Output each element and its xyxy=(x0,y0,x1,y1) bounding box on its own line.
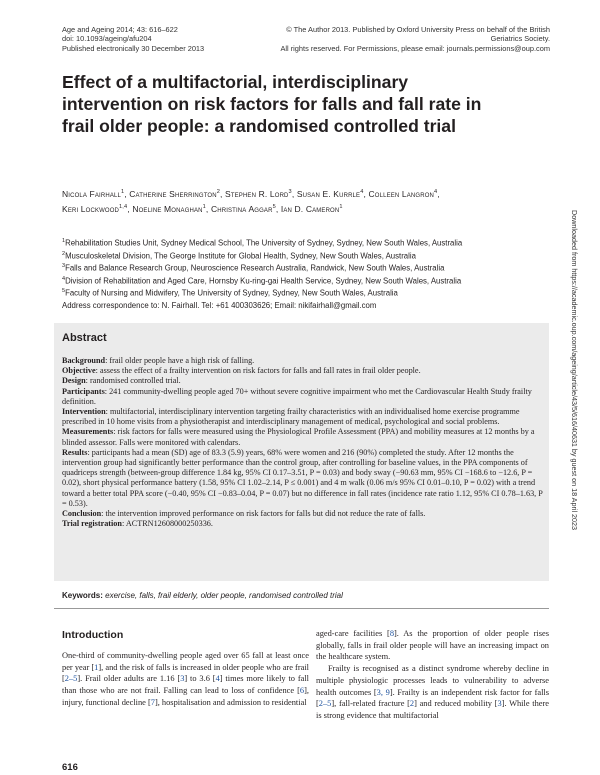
abstract-design: Design: randomised controlled trial. xyxy=(62,376,181,386)
abstract-measurements: Measurements: risk factors for falls were measured using the Physiological Profile Assessment (PPA) and mobility measures at 12 months by a blinded assessor. Falls were monitored with calendars. xyxy=(62,427,535,447)
keywords xyxy=(62,590,546,601)
keywords-label: Keywords: xyxy=(62,591,103,600)
abstract-conclusion: Conclusion: the intervention improved performance on risk factors for falls but did not reduce the rate of falls. xyxy=(62,509,426,519)
abstract-intervention: Intervention: multifactorial, interdisciplinary intervention targeting frailty characteristics with an individualised home exercise programme prescribed in 10 home visits from a physiotherapist and interdisciplinary management of medical, psychological and social problems. xyxy=(62,407,520,427)
abstract-objective: Objective: assess the effect of a frailty intervention on risk factors for falls and fall rates in frail older people. xyxy=(62,366,421,376)
author[interactable]: Stephen R. Lord$^3$ xyxy=(225,188,292,199)
body-column-right xyxy=(316,628,549,722)
introduction-heading: Introduction xyxy=(62,629,124,641)
permissions-line: All rights reserved. For Permissions, please email: journals.permissions@oup.com xyxy=(280,43,550,53)
abstract-participants: Participants: 241 community-dwelling people aged 70+ without severe cognitive impairment who met the Cardiovascular Health Study frailty definition. xyxy=(62,386,532,406)
citation-link[interactable]: 4 xyxy=(215,674,220,684)
correspondence-address: Address correspondence to: N. Fairhall. Tel: +61 400303626; Email: nikifairhall@gmail.com xyxy=(62,301,377,310)
citation-link[interactable]: 2–5 xyxy=(64,674,78,684)
doi-line[interactable]: doi: 10.1093/ageing/afu204 xyxy=(62,34,152,44)
intro-paragraph: One-third of community-dwelling people aged over 65 fall at least once per year [1], and the risk of falls is increased in older people who are frail [2–5]. Frail older adults are 1.16 [3] to 3.6 [4] times more likely to fall than those who are not frail. Falling can lead to loss of confidence [6], injury, functional decline [7], hospitalisation and admission to residential xyxy=(62,651,310,707)
author[interactable]: Catherine Sherrington$^2$ xyxy=(129,188,220,199)
article-title: Effect of a multifactorial, interdisciplinary intervention on risk factors for falls and fall rate in frail older people: a randomised controlled trial xyxy=(62,72,482,136)
download-sidebar xyxy=(566,210,586,755)
author[interactable]: Nicola Fairhall$^1$ xyxy=(62,188,125,199)
published-line: Published electronically 30 December 2013 xyxy=(62,43,205,53)
author[interactable]: Christina Aggar$^5$ xyxy=(210,204,276,215)
citation-link[interactable]: 8 xyxy=(389,629,395,638)
abstract-trial-registration: Trial registration: ACTRN12608000250336. xyxy=(62,519,213,529)
citation-link[interactable]: 2 xyxy=(409,699,415,709)
affiliation-list xyxy=(62,236,554,299)
affiliation: $^1$Rehabilitation Studies Unit, Sydney Medical School, The University of Sydney, Sydney, New South Wales, Australia xyxy=(62,238,463,248)
affiliation: $^3$Falls and Balance Research Group, Neuroscience Research Australia, Randwick, New South Wales, Australia xyxy=(62,263,445,273)
affiliation: $^5$Faculty of Nursing and Midwifery, The University of Sydney, Sydney, New South Wales, Australia xyxy=(62,288,398,298)
download-notice[interactable]: Downloaded from https://academic.oup.com/ageing/article/43/5/616/40631 by guest on 18 April 2023 xyxy=(570,210,579,531)
author[interactable]: Keri Lockwood$^{1,4}$ xyxy=(62,204,128,215)
abstract-results: Results: participants had a mean (SD) age of 83.3 (5.9) years, 68% were women and 216 (90%) completed the study. After 12 months the intervention group had significantly better performance than the control group, after controlling for baseline values, in the PPA components of quadriceps strength (between-group difference 1.84 kg, 95% CI 0.17–3.51, P = 0.03) and body sway (−90.63 mm, 95% CI −168.6 to −12.6, P = 0.02), short physical performance battery (1.58, 95% CI 1.02–2.14, P ≤ 0.001) and 4 m walk (0.06 m/s 95% CI 0.01–0.10, P = 0.02) with a trend toward a better total PPA score (−0.40, 95% CI −0.83–0.04, P = 0.07) but no difference in fall rates (incidence rate ratio 1.12, 95% CI 0.78–1.63, P = 0.53). xyxy=(62,447,543,508)
citation-link[interactable]: 1 xyxy=(94,662,99,672)
affiliation: $^2$Musculoskeletal Division, The George Institute for Global Health, Sydney, New South Wales, Australia xyxy=(62,250,416,261)
abstract-body xyxy=(62,356,546,529)
citation-link[interactable]: 3 xyxy=(180,674,185,684)
keywords-list: exercise, falls, frail elderly, older people, randomised controlled trial xyxy=(105,591,343,600)
citation-link[interactable]: 3, 9 xyxy=(376,687,390,697)
keywords-divider xyxy=(54,608,549,609)
citation-link[interactable]: 6 xyxy=(299,686,305,696)
author[interactable]: Ian D. Cameron$^1$ xyxy=(280,204,343,215)
body-column-left xyxy=(62,650,309,709)
abstract-heading: Abstract xyxy=(62,332,107,344)
intro-paragraph: Frailty is recognised as a distinct syndrome whereby decline in multiple physiologic processes leads to vulnerability to adverse health outcomes [3, 9]. Frailty is an independent risk factor for falls [2–5], fall-related fracture [2] and reduced mobility [3]. While there is strong evidence that multifactorial xyxy=(316,664,549,720)
citation-link[interactable]: 3 xyxy=(497,699,502,709)
intro-paragraph: aged-care facilities [8]. As the proportion of older people rises globally, falls in frail older people will have an increasing impact on the healthcare system. xyxy=(316,629,549,662)
page-number: 616 xyxy=(62,762,78,773)
affiliation: $^4$Division of Rehabilitation and Aged Care, Hornsby Ku-ring-gai Health Service, Sydney, New South Wales, Australia xyxy=(62,275,462,286)
author-list: Nicola Fairhall$^1$, Catherine Sherrington$^2$, Stephen R. Lord$^3$, Susan E. Kurrle$^4$, Colleen Langron$^4$, Keri Lockwood$^{1,4}$, Noeline Monaghan$^1$, Christina Aggar$^5$, Ian D. Cameron$^1$ xyxy=(62,188,440,215)
copyright-line: © The Author 2013. Published by Oxford University Press on behalf of the British Geriatrics Society. xyxy=(286,25,550,44)
abstract-background: Background: frail older people have a high risk of falling. xyxy=(62,356,255,365)
citation-link[interactable]: 7 xyxy=(150,697,155,707)
copyright-notice xyxy=(278,25,550,53)
citation-link[interactable]: 2–5 xyxy=(318,699,332,709)
journal-citation-line: Age and Ageing 2014; 43: 616–622 xyxy=(62,25,178,34)
author[interactable]: Colleen Langron$^4$ xyxy=(368,188,438,199)
author[interactable]: Susan E. Kurrle$^4$ xyxy=(296,188,364,199)
author[interactable]: Noeline Monaghan$^1$ xyxy=(132,204,206,215)
journal-citation xyxy=(62,25,262,53)
